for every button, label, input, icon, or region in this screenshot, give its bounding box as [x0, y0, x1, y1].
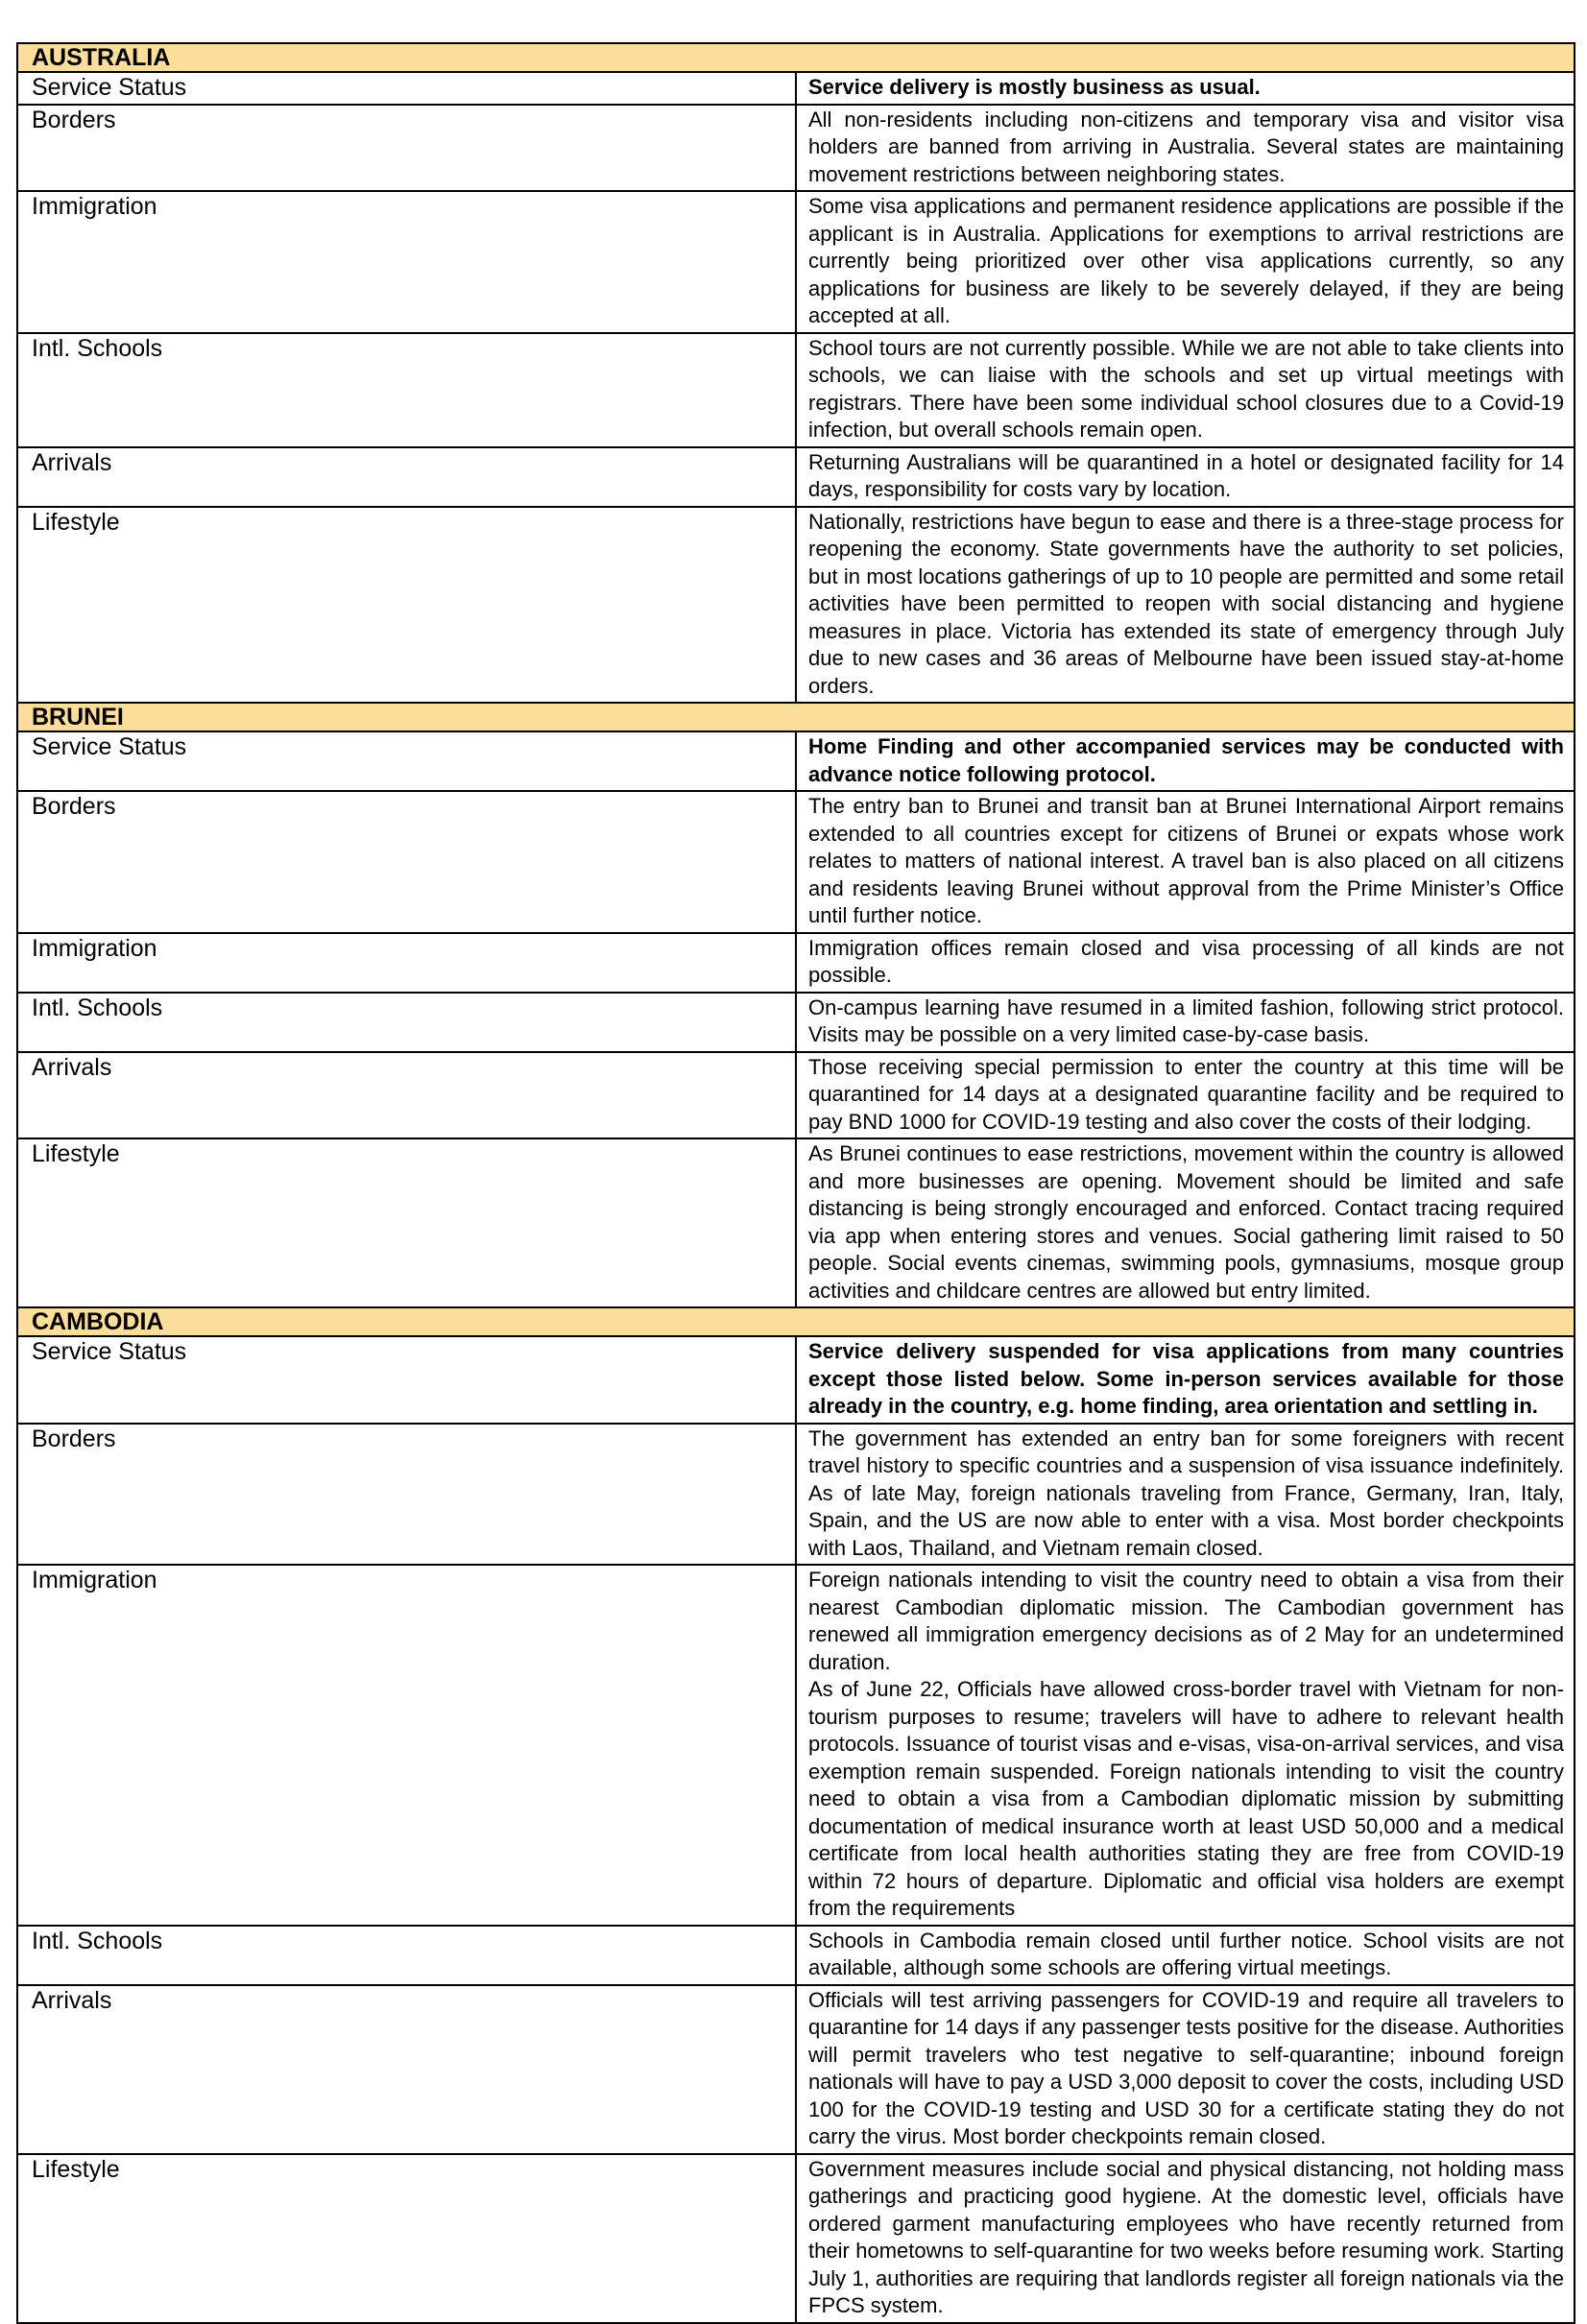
table-row — [17, 105, 1575, 192]
row-label: Intl. Schools — [17, 1926, 796, 1985]
row-label: Arrivals — [17, 1052, 796, 1139]
table-row — [17, 993, 1575, 1052]
table-row — [17, 447, 1575, 507]
row-label: Borders — [17, 1424, 796, 1566]
table-row — [17, 1565, 1575, 1926]
row-text: As Brunei continues to ease restrictions, movement within the country is allowed and more businesses are opening. Movement should be limited and safe distancing is being strongly encouraged and enforced. Contact tracing required via app when entering stores and venues. Social gathering limit raised to 50 people. Social events cinemas, swimming pools, gymnasiums, mosque group activities and childcare centres are allowed but entry limited. — [796, 1138, 1575, 1307]
row-text: Service delivery is mostly business as usual. — [796, 72, 1575, 105]
row-label: Immigration — [17, 933, 796, 993]
table-row — [17, 1985, 1575, 2154]
row-text: Immigration offices remain closed and visa processing of all kinds are not possible. — [796, 933, 1575, 993]
table-row — [17, 333, 1575, 447]
country-name: CAMBODIA — [17, 1307, 1575, 1336]
row-label: Service Status — [17, 731, 796, 791]
country-name: AUSTRALIA — [17, 43, 1575, 72]
row-text-group — [796, 1565, 1575, 1926]
row-text: Those receiving special permission to enter the country at this time will be quarantined for 14 days at a designated quarantine facility and be required to pay BND 1000 for COVID-19 testing and also cover the costs of their lodging. — [796, 1052, 1575, 1139]
row-text: Schools in Cambodia remain closed until further notice. School visits are not available, although some schools are offering virtual meetings. — [796, 1926, 1575, 1985]
table-row — [17, 731, 1575, 791]
row-label: Service Status — [17, 72, 796, 105]
row-text: Foreign nationals intending to visit the country need to obtain a visa from their nearest Cambodian diplomatic mission. The Cambodian government has renewed all immigration emergency decisions as of 2 May for an undetermined duration. — [808, 1568, 1564, 1674]
row-text: Returning Australians will be quarantined in a hotel or designated facility for 14 days, responsibility for costs vary by location. — [796, 447, 1575, 507]
row-text: Officials will test arriving passengers for COVID-19 and require all travelers to quarantine for 14 days if any passenger tests positive for the disease. Authorities will permit travelers who test negative to self-quarantine; inbound foreign nationals will have to pay a USD 3,000 deposit to cover the costs, including USD 100 for the COVID-19 testing and USD 30 for a certificate stating they do not carry the virus. Most border checkpoints remain closed. — [796, 1985, 1575, 2154]
row-text: The entry ban to Brunei and transit ban at Brunei International Airport remains extended to all countries except for citizens of Brunei or expats whose work relates to matters of national interest. A travel ban is also placed on all citizens and residents leaving Brunei without approval from the Prime Minister’s Office until further notice. — [796, 791, 1575, 933]
table-row — [17, 507, 1575, 704]
row-text: Service delivery suspended for visa applications from many countries except those listed below. Some in-person services available for those already in the country, e.g. home finding, area orientation and settling in. — [796, 1336, 1575, 1424]
table-row — [17, 933, 1575, 993]
row-text: Home Finding and other accompanied services may be conducted with advance notice following protocol. — [796, 731, 1575, 791]
row-label: Lifestyle — [17, 507, 796, 704]
row-label: Lifestyle — [17, 2154, 796, 2323]
row-text: School tours are not currently possible. While we are not able to take clients into schools, we can liaise with the schools and set up virtual meetings with registrars. There have been some individual school closures due to a Covid-19 infection, but overall schools remain open. — [796, 333, 1575, 447]
row-label: Intl. Schools — [17, 993, 796, 1052]
table-row — [17, 1336, 1575, 1424]
country-header-row — [17, 703, 1575, 731]
country-header-row — [17, 1307, 1575, 1336]
row-label: Lifestyle — [17, 1138, 796, 1307]
row-label: Borders — [17, 791, 796, 933]
row-text: On-campus learning have resumed in a limited fashion, following strict protocol. Visits may be possible on a very limited case-by-case basis. — [796, 993, 1575, 1052]
table-row — [17, 2154, 1575, 2323]
row-text: Some visa applications and permanent residence applications are possible if the applicant is in Australia. Applications for exemptions to arrival restrictions are currently being prioritized over other visa applications currently, so any applications for business are likely to be severely delayed, if they are being accepted at all. — [796, 191, 1575, 333]
row-label: Service Status — [17, 1336, 796, 1424]
row-label: Borders — [17, 105, 796, 192]
row-text: The government has extended an entry ban for some foreigners with recent travel history to specific countries and a suspension of visa issuance indefinitely. As of late May, foreign nationals traveling from France, Germany, Iran, Italy, Spain, and the US are now able to enter with a visa. Most border checkpoints with Laos, Thailand, and Vietnam remain closed. — [796, 1424, 1575, 1566]
row-label: Arrivals — [17, 447, 796, 507]
table-row — [17, 1926, 1575, 1985]
row-text-continued: As of June 22, Officials have allowed cross-border travel with Vietnam for non-tourism purposes to resume; travelers will have to adhere to relevant health protocols. Issuance of tourist visas and e-visas, visa-on-arrival services, and visa exemption remain suspended. Foreign nationals intending to visit the country need to obtain a visa from a Cambodian diplomatic mission by submitting documentation of medical insurance worth at least USD 50,000 and a medical certificate from local health authorities stating they are free from COVID-19 within 72 hours of departure. Diplomatic and official visa holders are exempt from the requirements — [808, 1677, 1564, 1920]
row-label: Immigration — [17, 191, 796, 333]
table-row — [17, 191, 1575, 333]
table-row — [17, 1424, 1575, 1566]
row-label: Immigration — [17, 1565, 796, 1926]
row-text: Government measures include social and physical distancing, not holding mass gatherings and practicing good hygiene. At the domestic level, officials have ordered garment manufacturing employees who have recently returned from their hometowns to self-quarantine for two weeks before resuming work. Starting July 1, authorities are requiring that landlords register all foreign nationals via the FPCS system. — [796, 2154, 1575, 2323]
table-row — [17, 791, 1575, 933]
country-status-table — [16, 42, 1575, 2324]
country-status-document — [16, 42, 1575, 2324]
table-row — [17, 1052, 1575, 1139]
row-label: Intl. Schools — [17, 333, 796, 447]
row-text: All non-residents including non-citizens and temporary visa and visitor visa holders are banned from arriving in Australia. Several states are maintaining movement restrictions between neighboring states. — [796, 105, 1575, 192]
row-label: Arrivals — [17, 1985, 796, 2154]
country-name: BRUNEI — [17, 703, 1575, 731]
row-text: Nationally, restrictions have begun to ease and there is a three-stage process for reopening the economy. State governments have the authority to set policies, but in most locations gatherings of up to 10 people are permitted and some retail activities have been permitted to reopen with social distancing and hygiene measures in place. Victoria has extended its state of emergency through July due to new cases and 36 areas of Melbourne have been issued stay-at-home orders. — [796, 507, 1575, 704]
table-row — [17, 1138, 1575, 1307]
table-row — [17, 72, 1575, 105]
country-header-row — [17, 43, 1575, 72]
